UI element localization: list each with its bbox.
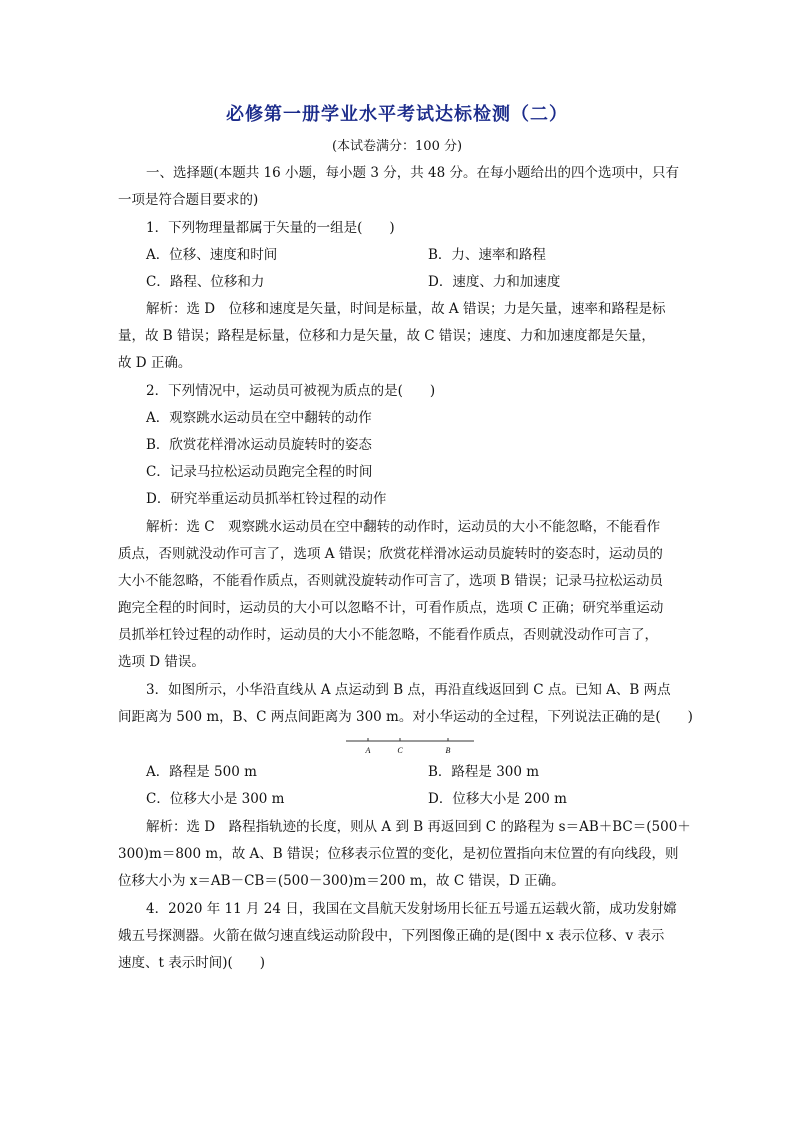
q3-option-d: D．位移大小是 200 m — [428, 791, 567, 807]
q3-answer-line: 位移大小为 x＝AB－CB＝(500－300)m＝200 m，故 C 错误，D 正确。 — [118, 873, 565, 889]
q2-option-c: C．记录马拉松运动员跑完全程的时间 — [146, 464, 373, 480]
q2-option-a: A．观察跳水运动员在空中翻转的动作 — [146, 410, 372, 426]
point-b-label: B — [445, 746, 451, 755]
q1-answer-line: 故 D 正确。 — [118, 355, 192, 371]
q1-answer-line: 解析：选 D 位移和速度是矢量，时间是标量，故 A 错误；力是矢量，速率和路程是标 — [146, 301, 666, 317]
q2-answer-line: 解析：选 C 观察跳水运动员在空中翻转的动作时，运动员的大小不能忽略，不能看作 — [146, 519, 661, 535]
q2-option-d: D．研究举重运动员抓举杠铃过程的动作 — [146, 491, 387, 507]
q3-answer-line: 解析：选 D 路程指轨迹的长度，则从 A 到 B 再返回到 C 的路程为 s＝AB＋BC＝(500＋ — [146, 819, 691, 835]
q4-stem-cont: 娥五号探测器。火箭在做匀速直线运动阶段中，下列图像正确的是(图中 x 表示位移、v 表示 — [118, 928, 665, 944]
page-subtitle: (本试卷满分：100 分) — [331, 139, 463, 154]
q1-option-a: A．位移、速度和时间 — [146, 247, 278, 263]
q2-stem: 2．下列情况中，运动员可被视为质点的是( ) — [146, 383, 436, 399]
q4-stem-cont: 速度、t 表示时间)( ) — [118, 955, 266, 971]
q3-option-b: B．路程是 300 m — [428, 764, 540, 780]
section-heading-cont: 一项是符合题目要求的) — [118, 192, 259, 208]
point-c-label: C — [397, 746, 403, 755]
q1-option-d: D．速度、力和加速度 — [428, 274, 561, 290]
q2-answer-line: 质点，否则就没动作可言了，选项 A 错误；欣赏花样滑冰运动员旋转时的姿态时，运动员的 — [118, 546, 663, 562]
q2-option-b: B．欣赏花样滑冰运动员旋转时的姿态 — [146, 437, 372, 453]
point-a-label: A — [365, 746, 371, 755]
q2-answer-line: 选项 D 错误。 — [118, 654, 205, 670]
q1-stem: 1．下列物理量都属于矢量的一组是( ) — [146, 220, 395, 236]
q1-option-c: C．路程、位移和力 — [146, 274, 265, 290]
q3-answer-line: 300)m＝800 m，故 A、B 错误；位移表示位置的变化，是初位置指向末位置的有向线段，则 — [118, 846, 679, 862]
q3-option-c: C．位移大小是 300 m — [146, 791, 285, 807]
q2-answer-line: 大小不能忽略，不能看作质点，否则就没旋转动作可言了，选项 B 错误；记录马拉松运动员 — [118, 573, 664, 589]
page-title: 必修第一册学业水平考试达标检测（二） — [226, 104, 568, 125]
q4-stem: 4．2020 年 11 月 24 日，我国在文昌航天发射场用长征五号遥五运载火箭，成功发射嫦 — [146, 901, 677, 917]
q3-stem-cont: 间距离为 500 m，B、C 两点间距离为 300 m。对小华运动的全过程，下列说法正确的是( ) — [118, 709, 693, 725]
q3-stem: 3．如图所示，小华沿直线从 A 点运动到 B 点，再沿直线返回到 C 点。已知 A、B 两点 — [146, 682, 671, 698]
q1-option-b: B．力、速率和路程 — [428, 247, 546, 263]
q2-answer-line: 员抓举杠铃过程的动作时，运动员的大小不能忽略，不能看作质点，否则就没动作可言了， — [118, 627, 658, 643]
q3-line-diagram — [344, 735, 476, 757]
q2-answer-line: 跑完全程的时间时，运动员的大小可以忽略不计，可看作质点，选项 C 正确；研究举重运动 — [118, 600, 664, 616]
q1-answer-line: 量，故 B 错误；路程是标量，位移和力是矢量，故 C 错误；速度、力和加速度都是矢量， — [118, 328, 655, 344]
section-heading: 一、选择题(本题共 16 小题，每小题 3 分，共 48 分。在每小题给出的四个选项中，只有 — [146, 165, 679, 181]
q3-option-a: A．路程是 500 m — [146, 764, 257, 780]
